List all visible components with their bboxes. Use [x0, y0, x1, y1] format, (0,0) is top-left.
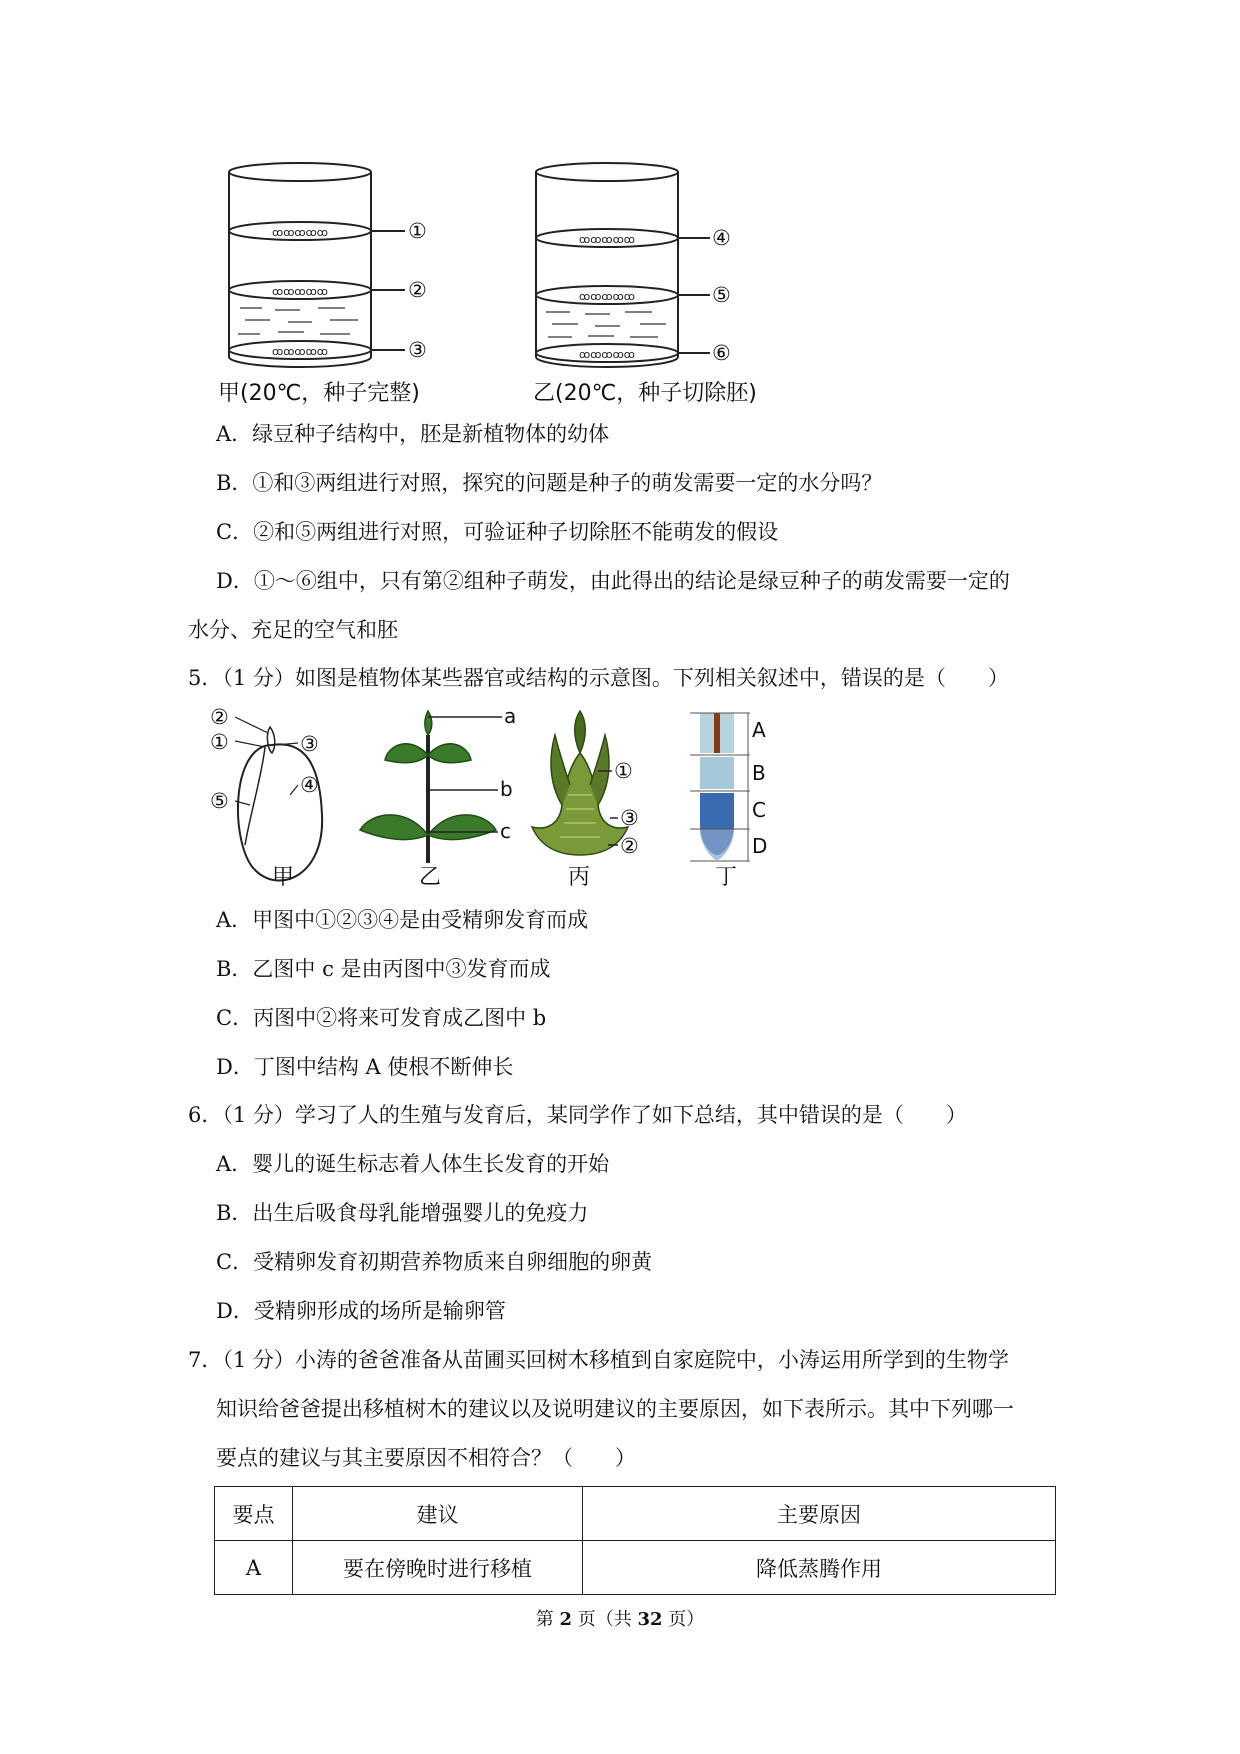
header-cell: 建议 [293, 1487, 583, 1541]
bing-marker-1: ① [614, 759, 633, 783]
plant-structures-figure [210, 705, 790, 895]
caption-yi: 乙 [419, 865, 442, 890]
q5-option-d: D．丁图中结构 A 使根不断伸长 [216, 1055, 514, 1079]
bud-diagram-bing [532, 711, 628, 855]
q4-option-b: B．①和③两组进行对照，探究的问题是种子的萌发需要一定的水分吗？ [216, 471, 883, 495]
footer-suffix: 页） [662, 1609, 705, 1630]
header-cell: 要点 [215, 1487, 293, 1541]
yi-marker-b: b [500, 777, 513, 801]
jia-marker-4: ④ [300, 773, 319, 797]
q4-option-d-line2: 水分、充足的空气和胚 [188, 618, 398, 642]
header-cell: 主要原因 [583, 1487, 1056, 1541]
yi-marker-a: a [504, 705, 517, 728]
jia-marker-1: ① [210, 730, 229, 754]
table-header-row [215, 1487, 1056, 1541]
q4-option-d-line1: D．①～⑥组中，只有第②组种子萌发，由此得出的结论是绿豆种子的萌发需要一定的 [216, 569, 1010, 593]
marker-1: ① [408, 219, 427, 243]
jia-marker-3: ③ [300, 732, 319, 756]
q5-option-c: C．丙图中②将来可发育成乙图中 b [216, 1006, 547, 1030]
q5-option-a: A．甲图中①②③④是由受精卵发育而成 [216, 908, 589, 932]
svg-text:ꝏꝏꝏꝏꝏ: ꝏꝏꝏꝏꝏ [271, 226, 329, 239]
footer-middle: 页（共 [572, 1609, 638, 1630]
marker-6: ⑥ [712, 341, 731, 365]
svg-text:ꝏꝏꝏꝏꝏ: ꝏꝏꝏꝏꝏ [271, 285, 329, 298]
q6-option-c: C．受精卵发育初期营养物质来自卵细胞的卵黄 [216, 1250, 653, 1274]
table-cell: A [215, 1541, 293, 1595]
q7-stem-line1: 7．（1 分）小涛的爸爸准备从苗圃买回树木移植到自家庭院中，小涛运用所学到的生物学 [188, 1348, 1009, 1372]
q6-option-d: D．受精卵形成的场所是输卵管 [216, 1299, 506, 1323]
ding-marker-a: A [752, 718, 766, 742]
jia-marker-2: ② [210, 705, 229, 729]
caption-bing: 丙 [568, 865, 591, 890]
svg-text:ꝏꝏꝏꝏꝏ: ꝏꝏꝏꝏꝏ [271, 345, 329, 358]
q5-option-b: B．乙图中 c 是由丙图中③发育而成 [216, 957, 551, 981]
marker-2: ② [408, 278, 427, 302]
q4-option-c: C．②和⑤两组进行对照，可验证种子切除胚不能萌发的假设 [216, 520, 779, 544]
jia-marker-5: ⑤ [210, 789, 229, 813]
ding-marker-d: D [752, 834, 768, 858]
beaker-jia [229, 163, 405, 367]
root-tip-diagram-ding [690, 713, 750, 861]
footer-prefix: 第 [535, 1609, 560, 1630]
ding-marker-b: B [752, 761, 766, 785]
footer-page-number: 2 [559, 1609, 572, 1630]
q7-stem-line2: 知识给爸爸提出移植树木的建议以及说明建议的主要原因，如下表所示。其中下列哪一 [216, 1397, 1014, 1421]
marker-5: ⑤ [712, 283, 731, 307]
marker-4: ④ [712, 226, 731, 250]
caption-jia: 甲 [272, 865, 295, 890]
yi-marker-c: c [500, 819, 511, 843]
caption-ding: 丁 [715, 865, 738, 890]
shoot-diagram-yi [360, 711, 502, 863]
table-row [215, 1541, 1056, 1595]
footer-total-pages: 32 [637, 1609, 663, 1630]
seed-dots-jia [272, 226, 328, 358]
q6-option-a: A．婴儿的诞生标志着人体生长发育的开始 [216, 1152, 610, 1176]
beaker-yi [536, 163, 710, 367]
q6-option-b: B．出生后吸食母乳能增强婴儿的免疫力 [216, 1201, 589, 1225]
seed-dots-yi [579, 233, 635, 361]
table-cell: 降低蒸腾作用 [583, 1541, 1056, 1595]
ding-marker-c: C [752, 798, 766, 822]
svg-text:ꝏꝏꝏꝏꝏ: ꝏꝏꝏꝏꝏ [578, 290, 636, 303]
q7-stem-line3: 要点的建议与其主要原因不相符合？（ ） [216, 1446, 636, 1470]
q7-table [214, 1486, 1056, 1595]
bing-marker-2: ② [620, 834, 639, 858]
page-footer [0, 1605, 1240, 1631]
svg-text:ꝏꝏꝏꝏꝏ: ꝏꝏꝏꝏꝏ [578, 233, 636, 246]
bing-marker-3: ③ [620, 806, 639, 830]
q4-option-a: A．绿豆种子结构中，胚是新植物体的幼体 [216, 422, 610, 446]
q6-stem: 6．（1 分）学习了人的生殖与发育后，某同学作了如下总结，其中错误的是（ ） [188, 1103, 967, 1127]
q5-stem: 5．（1 分）如图是植物体某些器官或结构的示意图。下列相关叙述中，错误的是（ ） [188, 666, 1009, 690]
table-cell: 要在傍晚时进行移植 [293, 1541, 583, 1595]
marker-3: ③ [408, 338, 427, 362]
svg-text:ꝏꝏꝏꝏꝏ: ꝏꝏꝏꝏꝏ [578, 348, 636, 361]
beaker-yi-caption: 乙(20℃，种子切除胚) [533, 381, 757, 406]
beaker-jia-caption: 甲(20℃，种子完整) [218, 381, 420, 406]
beaker-figure [200, 160, 760, 410]
